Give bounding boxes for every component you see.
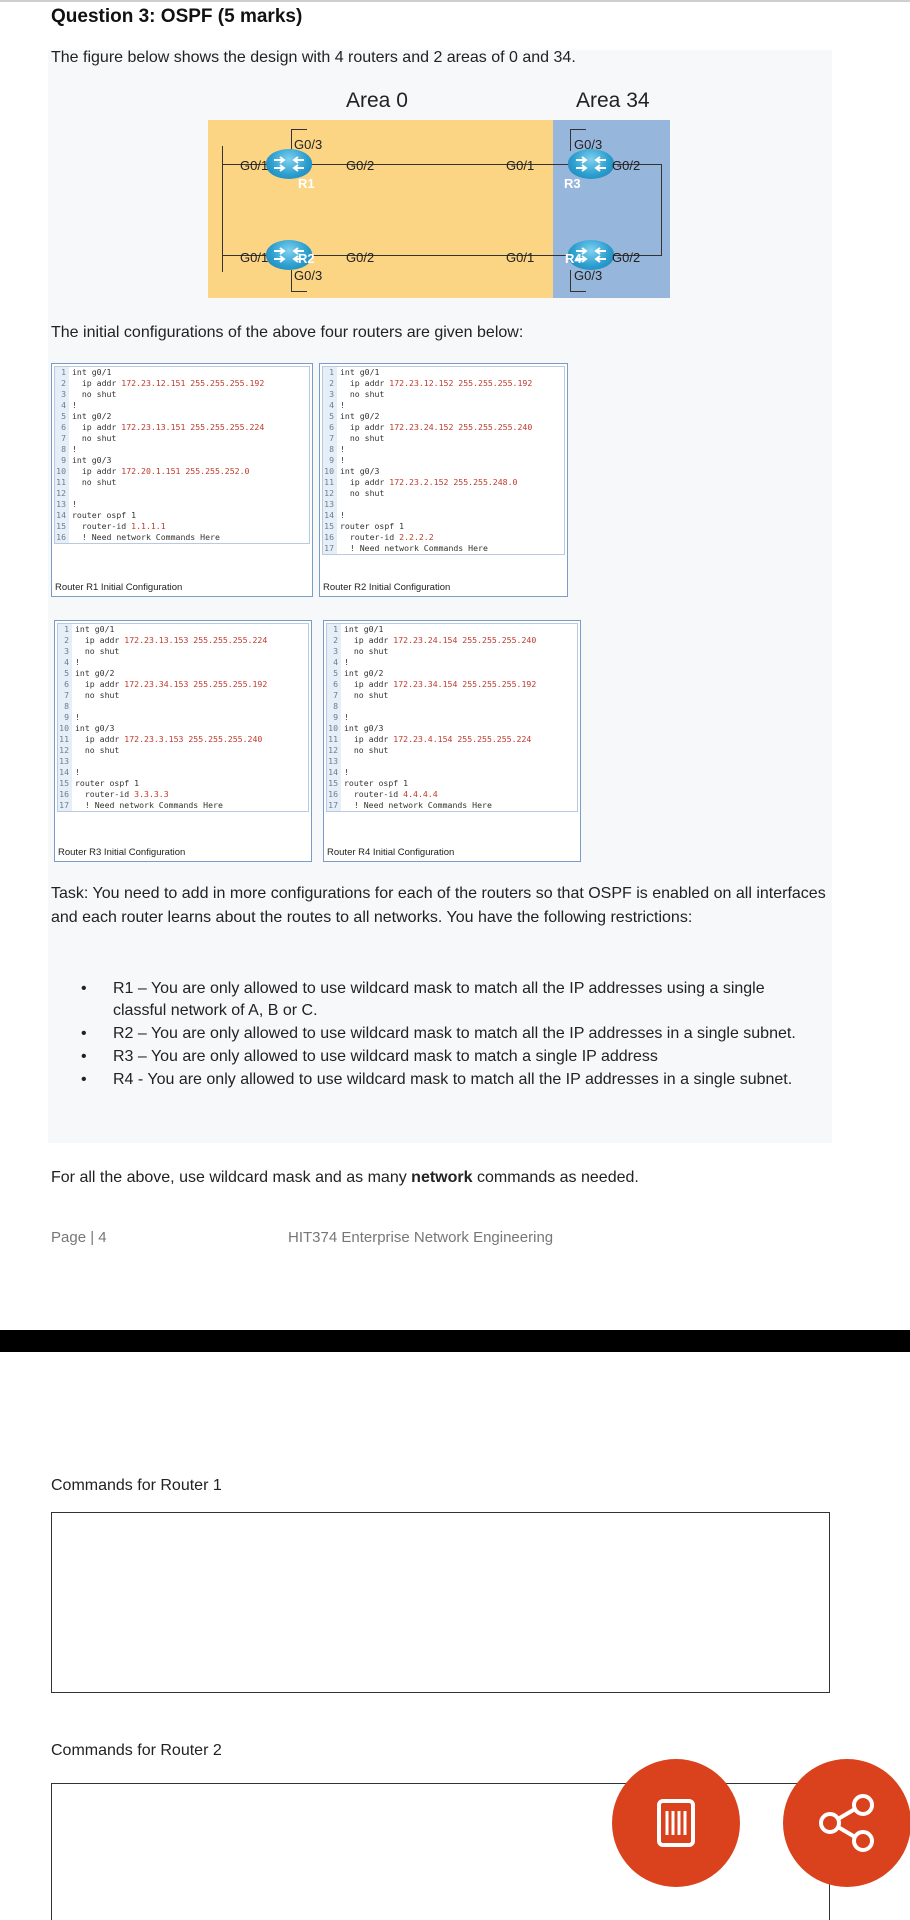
- code-line: [58, 646, 308, 657]
- area-0-label: Area 0: [346, 89, 408, 112]
- line-number: 15: [58, 778, 72, 789]
- r4-g01-label: G0/1: [506, 250, 535, 265]
- line-number: 15: [327, 778, 341, 789]
- line-number: 10: [55, 466, 69, 477]
- line-number: 14: [58, 767, 72, 778]
- code-line: [58, 789, 308, 800]
- line-number: 4: [323, 400, 337, 411]
- line-number: 6: [58, 679, 72, 690]
- r1-g01-label: G0/1: [240, 158, 269, 173]
- code-line: [327, 635, 577, 646]
- ip-value: 172.23.13.151 255.255.255.224: [121, 422, 265, 432]
- code-text: ip addr 172.23.13.151 255.255.255.224: [72, 422, 265, 432]
- code-line: [58, 624, 308, 635]
- code-line: [323, 367, 564, 378]
- r2-g03-label: G0/3: [294, 268, 323, 283]
- line-number: 4: [58, 657, 72, 668]
- line-number: 1: [323, 367, 337, 378]
- code-text: router ospf 1: [72, 510, 137, 520]
- task-text: Task: You need to add in more configurations for each of the routers so that OSPF is enabled on all interfaces and each router learns about the routes to all networks. You have the following restrictions:: [51, 885, 826, 926]
- r2-g02-label: G0/2: [346, 250, 375, 265]
- code-line: [58, 657, 308, 668]
- code-text: !: [72, 400, 77, 410]
- line-number: 10: [323, 466, 337, 477]
- code-text: ip addr 172.20.1.151 255.255.252.0: [72, 466, 250, 476]
- line-number: 12: [323, 488, 337, 499]
- line-number: 3: [55, 389, 69, 400]
- code-text: ip addr 172.23.2.152 255.255.248.0: [340, 477, 518, 487]
- code-text: no shut: [72, 477, 117, 487]
- line-number: 14: [55, 510, 69, 521]
- line-number: 3: [323, 389, 337, 400]
- area-34-label: Area 34: [576, 89, 650, 112]
- code-line: [323, 400, 564, 411]
- code-line: [323, 433, 564, 444]
- code-line: [327, 734, 577, 745]
- code-text: !: [344, 657, 349, 667]
- code-line: [323, 444, 564, 455]
- line-number: 16: [327, 789, 341, 800]
- code-line: [58, 690, 308, 701]
- code-line: [55, 389, 309, 400]
- code-text: int g0/3: [72, 455, 112, 465]
- config-panel-r1: [51, 363, 313, 597]
- code-text: int g0/1: [344, 624, 384, 634]
- code-text: ip addr 172.23.34.153 255.255.255.192: [75, 679, 268, 689]
- line-number: 6: [55, 422, 69, 433]
- code-line: [58, 800, 308, 811]
- line-number: 17: [327, 800, 341, 811]
- code-text: !: [340, 444, 345, 454]
- code-line: [55, 400, 309, 411]
- line-number: 5: [58, 668, 72, 679]
- config-caption: Router R3 Initial Configuration: [58, 847, 186, 858]
- code-block: [326, 623, 578, 812]
- line-number: 1: [58, 624, 72, 635]
- line-number: 17: [323, 543, 337, 554]
- code-text: ip addr 172.23.3.153 255.255.255.240: [75, 734, 263, 744]
- line-number: 1: [55, 367, 69, 378]
- code-text: !: [340, 510, 345, 520]
- code-text: [69, 488, 72, 499]
- code-line: [55, 499, 309, 510]
- initial-config-intro: The initial configurations of the above four routers are given below:: [51, 324, 524, 341]
- code-text: int g0/1: [340, 367, 380, 377]
- line-number: 3: [58, 646, 72, 657]
- line-number: 9: [55, 455, 69, 466]
- code-line: [327, 690, 577, 701]
- line-number: 7: [327, 690, 341, 701]
- code-text: int g0/3: [340, 466, 380, 476]
- document-list-button[interactable]: [612, 1759, 740, 1887]
- line-number: 10: [327, 723, 341, 734]
- code-line: [58, 723, 308, 734]
- r2-g01-label: G0/1: [240, 250, 269, 265]
- page-number: Page | 4: [51, 1229, 107, 1246]
- line-number: 16: [323, 532, 337, 543]
- line-number: 13: [327, 756, 341, 767]
- code-text: int g0/1: [72, 367, 112, 377]
- code-text: int g0/2: [75, 668, 115, 678]
- line-number: 15: [323, 521, 337, 532]
- code-text: !: [340, 455, 345, 465]
- code-line: [323, 543, 564, 554]
- line-number: 8: [323, 444, 337, 455]
- code-text: int g0/2: [340, 411, 380, 421]
- code-text: no shut: [344, 745, 389, 755]
- code-line: [58, 635, 308, 646]
- ip-value: 4.4.4.4: [403, 789, 438, 799]
- code-line: [58, 734, 308, 745]
- code-text: no shut: [340, 488, 385, 498]
- config-caption: Router R4 Initial Configuration: [327, 847, 455, 858]
- code-line: [323, 488, 564, 499]
- code-line: [58, 778, 308, 789]
- code-line: [327, 668, 577, 679]
- code-text: [337, 499, 340, 510]
- code-line: [327, 800, 577, 811]
- code-line: [323, 532, 564, 543]
- code-line: [55, 433, 309, 444]
- code-block: [57, 623, 309, 812]
- code-text: !: [344, 712, 349, 722]
- code-text: int g0/2: [72, 411, 112, 421]
- line-number: 14: [323, 510, 337, 521]
- code-text: ip addr 172.23.34.154 255.255.255.192: [344, 679, 537, 689]
- share-button[interactable]: [783, 1759, 910, 1887]
- r3-g02-label: G0/2: [612, 158, 641, 173]
- line-number: 11: [323, 477, 337, 488]
- share-icon: [783, 1759, 910, 1887]
- code-line: [55, 466, 309, 477]
- ip-value: 172.23.2.152 255.255.248.0: [389, 477, 518, 487]
- code-text: no shut: [72, 433, 117, 443]
- code-line: [58, 701, 308, 712]
- router-r4-label: R4: [565, 251, 582, 266]
- code-text: router-id 2.2.2.2: [340, 532, 434, 542]
- code-text: int g0/2: [344, 668, 384, 678]
- code-block: [54, 366, 310, 544]
- line-number: 7: [323, 433, 337, 444]
- code-text: no shut: [344, 646, 389, 656]
- line-number: 5: [327, 668, 341, 679]
- config-caption: Router R1 Initial Configuration: [55, 582, 183, 593]
- line-number: 12: [55, 488, 69, 499]
- code-text: !: [340, 400, 345, 410]
- line-number: 8: [55, 444, 69, 455]
- line-number: 12: [327, 745, 341, 756]
- line-number: 7: [55, 433, 69, 444]
- code-text: ! Need network Commands Here: [344, 800, 492, 810]
- line-number: 10: [58, 723, 72, 734]
- line-number: 12: [58, 745, 72, 756]
- line-number: 11: [327, 734, 341, 745]
- code-block: [322, 366, 565, 555]
- code-line: [58, 679, 308, 690]
- question-intro: The figure below shows the design with 4 routers and 2 areas of 0 and 34.: [51, 49, 576, 66]
- page-break-bar: [0, 1330, 910, 1352]
- code-line: [327, 701, 577, 712]
- line-number: 13: [58, 756, 72, 767]
- code-text: ! Need network Commands Here: [340, 543, 488, 553]
- code-line: [323, 466, 564, 477]
- code-line: [58, 745, 308, 756]
- code-text: no shut: [72, 389, 117, 399]
- code-line: [55, 510, 309, 521]
- line-number: 3: [327, 646, 341, 657]
- code-line: [323, 499, 564, 510]
- code-text: [72, 701, 75, 712]
- code-text: [341, 756, 344, 767]
- code-text: ip addr 172.23.24.152 255.255.255.240: [340, 422, 533, 432]
- line-number: 2: [323, 378, 337, 389]
- document-list-icon: [612, 1759, 740, 1887]
- code-line: [327, 712, 577, 723]
- code-line: [55, 422, 309, 433]
- line-number: 8: [58, 701, 72, 712]
- r1-g03-label: G0/3: [294, 137, 323, 152]
- r1-g02-label: G0/2: [346, 158, 375, 173]
- line-number: 4: [55, 400, 69, 411]
- ip-value: 172.23.34.154 255.255.255.192: [393, 679, 537, 689]
- ip-value: 172.23.24.152 255.255.255.240: [389, 422, 533, 432]
- router-r2-label: R2: [298, 251, 315, 266]
- code-text: no shut: [340, 389, 385, 399]
- network-keyword: network: [411, 1169, 473, 1186]
- ip-value: 172.23.34.153 255.255.255.192: [124, 679, 268, 689]
- line-number: 9: [58, 712, 72, 723]
- code-text: int g0/3: [344, 723, 384, 733]
- code-text: ! Need network Commands Here: [72, 532, 220, 542]
- config-caption: Router R2 Initial Configuration: [323, 582, 451, 593]
- code-text: router ospf 1: [340, 521, 405, 531]
- line-number: 15: [55, 521, 69, 532]
- code-text: ! Need network Commands Here: [75, 800, 223, 810]
- code-line: [327, 745, 577, 756]
- restriction-r1: • R1 – You are only allowed to use wildcard mask to match all the IP addresses using a single classful network of A, B or C.: [81, 978, 821, 1022]
- code-text: router ospf 1: [344, 778, 409, 788]
- line-number: 11: [55, 477, 69, 488]
- line-number: 8: [327, 701, 341, 712]
- code-line: [55, 521, 309, 532]
- code-text: no shut: [75, 690, 120, 700]
- code-line: [55, 444, 309, 455]
- code-line: [323, 510, 564, 521]
- line-number: 5: [55, 411, 69, 422]
- code-line: [327, 756, 577, 767]
- ip-value: 1.1.1.1: [131, 521, 166, 531]
- r3-g03-label: G0/3: [574, 137, 603, 152]
- line-number: 16: [58, 789, 72, 800]
- ip-value: 172.23.3.153 255.255.255.240: [124, 734, 263, 744]
- code-line: [55, 477, 309, 488]
- code-text: no shut: [344, 690, 389, 700]
- code-line: [58, 712, 308, 723]
- code-text: no shut: [340, 433, 385, 443]
- router-r1-label: R1: [298, 176, 315, 191]
- code-line: [55, 532, 309, 543]
- code-line: [327, 789, 577, 800]
- area-0-region: [208, 120, 553, 298]
- line-number: 16: [55, 532, 69, 543]
- line-number: 4: [327, 657, 341, 668]
- ip-value: 2.2.2.2: [399, 532, 434, 542]
- code-line: [58, 767, 308, 778]
- code-text: [341, 701, 344, 712]
- code-text: int g0/3: [75, 723, 115, 733]
- code-text: !: [72, 444, 77, 454]
- code-text: router-id 3.3.3.3: [75, 789, 169, 799]
- r3-g01-label: G0/1: [506, 158, 535, 173]
- restriction-r2: • R2 – You are only allowed to use wildcard mask to match all the IP addresses in a single subnet.: [81, 1023, 821, 1045]
- line-number: 2: [55, 378, 69, 389]
- ip-value: 172.23.24.154 255.255.255.240: [393, 635, 537, 645]
- code-line: [323, 477, 564, 488]
- code-line: [55, 378, 309, 389]
- line-number: 9: [323, 455, 337, 466]
- line-number: 6: [327, 679, 341, 690]
- line-number: 1: [327, 624, 341, 635]
- code-text: !: [344, 767, 349, 777]
- code-text: router ospf 1: [75, 778, 140, 788]
- ip-value: 172.23.13.153 255.255.255.224: [124, 635, 268, 645]
- restriction-r3: • R3 – You are only allowed to use wildcard mask to match a single IP address: [81, 1046, 821, 1068]
- code-text: no shut: [75, 646, 120, 656]
- final-instruction: For all the above, use wildcard mask and as many network commands as needed.: [51, 1169, 639, 1186]
- router1-commands-label: Commands for Router 1: [51, 1477, 222, 1494]
- router-r3-label: R3: [564, 176, 581, 191]
- line-number: 9: [327, 712, 341, 723]
- code-text: !: [75, 767, 80, 777]
- line-number: 6: [323, 422, 337, 433]
- top-divider: [0, 0, 910, 2]
- router-r3-icon: [568, 149, 614, 179]
- code-line: [323, 455, 564, 466]
- line-number: 7: [58, 690, 72, 701]
- code-text: router-id 4.4.4.4: [344, 789, 438, 799]
- ip-value: 172.23.12.152 255.255.255.192: [389, 378, 533, 388]
- line-number: 14: [327, 767, 341, 778]
- code-line: [55, 455, 309, 466]
- code-line: [323, 422, 564, 433]
- code-text: ip addr 172.23.4.154 255.255.255.224: [344, 734, 532, 744]
- line-number: 2: [327, 635, 341, 646]
- ip-value: 172.23.12.151 255.255.255.192: [121, 378, 265, 388]
- config-panel-r3: [54, 620, 312, 862]
- code-text: no shut: [75, 745, 120, 755]
- code-text: !: [72, 499, 77, 509]
- config-panel-r4: [323, 620, 581, 862]
- course-name: HIT374 Enterprise Network Engineering: [288, 1229, 554, 1246]
- r4-g02-label: G0/2: [612, 250, 641, 265]
- code-text: ip addr 172.23.12.152 255.255.255.192: [340, 378, 533, 388]
- code-line: [323, 411, 564, 422]
- ip-value: 3.3.3.3: [134, 789, 169, 799]
- code-text: router-id 1.1.1.1: [72, 521, 166, 531]
- line-number: 11: [58, 734, 72, 745]
- code-line: [55, 488, 309, 499]
- code-line: [327, 646, 577, 657]
- code-text: ip addr 172.23.12.151 255.255.255.192: [72, 378, 265, 388]
- code-text: ip addr 172.23.13.153 255.255.255.224: [75, 635, 268, 645]
- code-line: [323, 521, 564, 532]
- config-panel-r2: [319, 363, 568, 597]
- code-text: !: [75, 712, 80, 722]
- code-text: [72, 756, 75, 767]
- line-number: 13: [323, 499, 337, 510]
- code-text: int g0/1: [75, 624, 115, 634]
- code-text: ip addr 172.23.24.154 255.255.255.240: [344, 635, 537, 645]
- r4-g03-label: G0/3: [574, 268, 603, 283]
- code-line: [327, 767, 577, 778]
- code-line: [55, 367, 309, 378]
- router1-answer-box[interactable]: [51, 1512, 830, 1693]
- line-number: 2: [58, 635, 72, 646]
- code-line: [323, 378, 564, 389]
- restriction-r4: • R4 - You are only allowed to use wildcard mask to match all the IP addresses in a single subnet.: [81, 1069, 821, 1091]
- code-text: !: [75, 657, 80, 667]
- line-number: 13: [55, 499, 69, 510]
- code-line: [327, 657, 577, 668]
- line-number: 17: [58, 800, 72, 811]
- code-line: [58, 756, 308, 767]
- code-line: [327, 778, 577, 789]
- router2-commands-label: Commands for Router 2: [51, 1742, 222, 1759]
- restrictions-list: [81, 978, 821, 1092]
- code-line: [323, 389, 564, 400]
- code-line: [327, 723, 577, 734]
- router-r1-icon: [266, 149, 312, 179]
- ip-value: 172.23.4.154 255.255.255.224: [393, 734, 532, 744]
- question-title: Question 3: OSPF (5 marks): [51, 6, 303, 27]
- line-number: 5: [323, 411, 337, 422]
- code-line: [327, 679, 577, 690]
- code-line: [55, 411, 309, 422]
- ip-value: 172.20.1.151 255.255.252.0: [121, 466, 250, 476]
- code-line: [327, 624, 577, 635]
- code-line: [58, 668, 308, 679]
- topology-diagram: [196, 86, 678, 300]
